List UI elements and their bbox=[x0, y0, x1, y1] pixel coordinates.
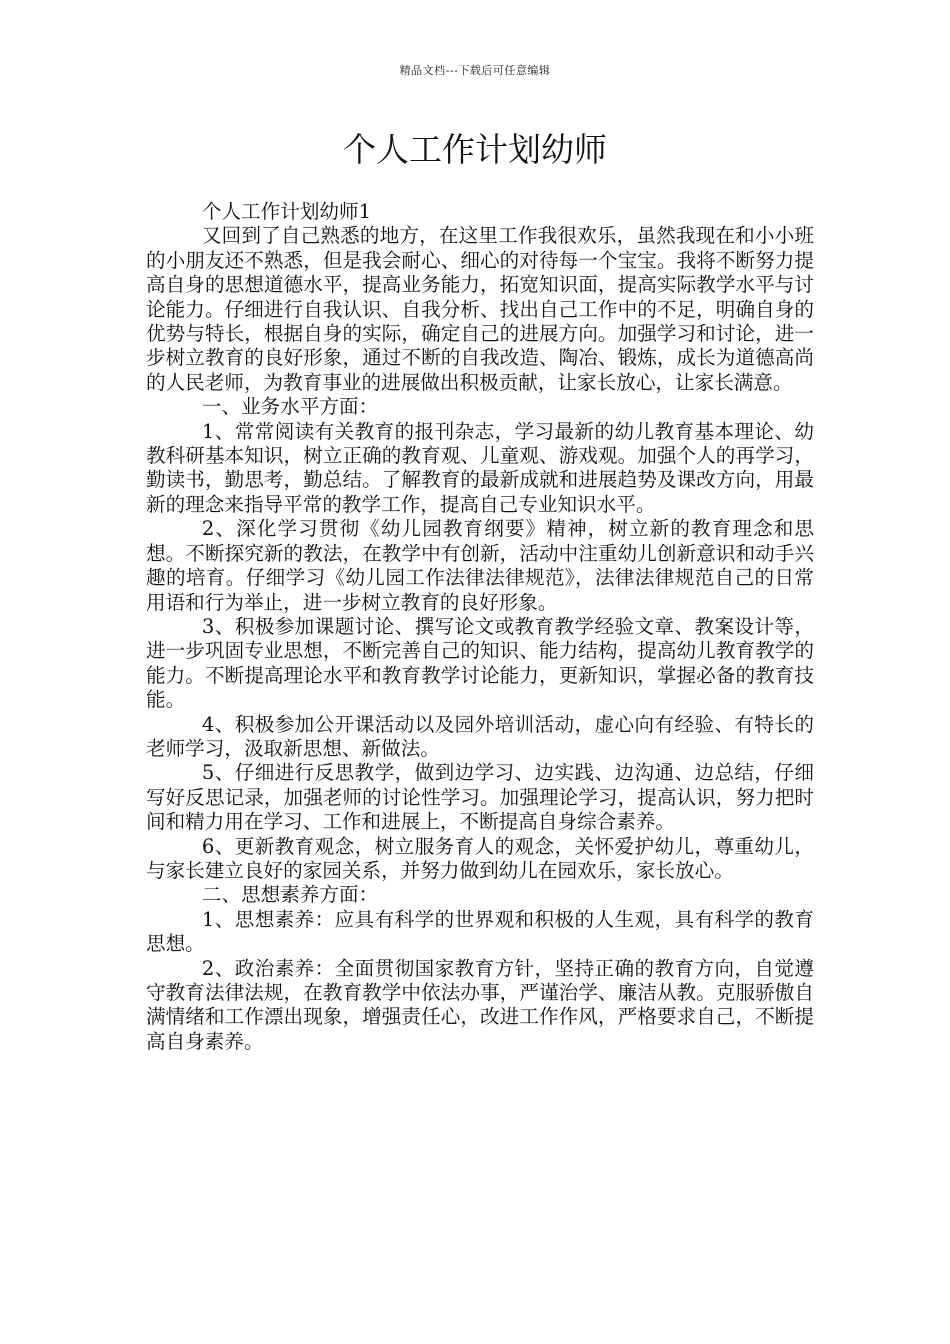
business-item-1: 1、常常阅读有关教育的报刊杂志，学习最新的幼儿教育基本理论、幼教科研基本知识，树立正确的教育观、儿童观、游戏观。加强个人的再学习，勤读书，勤思考，勤总结。了解教育的最新成就和进展趋势及课改方向，用最新的理念来指导平常的教学工作，提高自己专业知识水平。 bbox=[146, 419, 814, 516]
business-item-5: 5、仔细进行反思教学，做到边学习、边实践、边沟通、边总结，仔细写好反思记录，加强老师的讨论性学习。加强理论学习，提高认识，努力把时间和精力用在学习、工作和进展上，不断提高自身综合素养。 bbox=[146, 761, 814, 834]
business-item-2: 2、深化学习贯彻《幼儿园教育纲要》精神，树立新的教育理念和思想。不断探究新的教法，在教学中有创新，活动中注重幼儿创新意识和动手兴趣的培育。仔细学习《幼儿园工作法律法律规范》，法律法律规范自己的日常用语和行为举止，进一步树立教育的良好形象。 bbox=[146, 517, 814, 614]
document-body bbox=[146, 200, 814, 1054]
section-heading-plan-1: 个人工作计划幼师1 bbox=[201, 200, 372, 223]
intro-paragraph: 又回到了自己熟悉的地方，在这里工作我很欢乐，虽然我现在和小小班的小朋友还不熟悉，但是我会耐心、细心的对待每一个宝宝。我将不断努力提高自身的思想道德水平，提高业务能力，拓宽知识面，提高实际教学水平与讨论能力。仔细进行自我认识、自我分析、找出自己工作中的不足，明确自身的优势与特长，根据自身的实际，确定自己的进展方向。加强学习和讨论，进一步树立教育的良好形象，通过不断的自我改造、陶冶、锻炼，成长为道德高尚的人民老师，为教育事业的进展做出积极贡献，让家长放心，让家长满意。 bbox=[146, 224, 814, 394]
business-item-3: 3、积极参加课题讨论、撰写论文或教育教学经验文章、教案设计等，进一步巩固专业思想，不断完善自己的知识、能力结构，提高幼儿教育教学的能力。不断提高理论水平和教育教学讨论能力，更新知识，掌握必备的教育技能。 bbox=[146, 614, 814, 712]
business-item-4: 4、积极参加公开课活动以及园外培训活动，虚心向有经验、有特长的老师学习，汲取新思想、新做法。 bbox=[146, 712, 814, 760]
page-header-note: 精品文档---下载后可任意编辑 bbox=[399, 64, 551, 77]
document-title: 个人工作计划幼师 bbox=[343, 130, 607, 169]
business-item-6: 6、更新教育观念，树立服务育人的观念，关怀爱护幼儿，尊重幼儿，与家长建立良好的家园关系，并努力做到幼儿在园欢乐，家长放心。 bbox=[146, 834, 814, 882]
ideology-item-1: 1、思想素养：应具有科学的世界观和积极的人生观，具有科学的教育思想。 bbox=[146, 907, 814, 956]
section-heading-ideology: 二、思想素养方面： bbox=[201, 883, 379, 907]
ideology-item-2: 2、政治素养：全面贯彻国家教育方针，坚持正确的教育方向，自觉遵守教育法律法规，在教育教学中依法办事，严谨治学、廉洁从教。克服骄傲自满情绪和工作漂出现象，增强责任心，改进工作作风，严格要求自己，不断提高自身素养。 bbox=[146, 956, 814, 1053]
section-heading-business: 一、业务水平方面： bbox=[201, 395, 379, 419]
